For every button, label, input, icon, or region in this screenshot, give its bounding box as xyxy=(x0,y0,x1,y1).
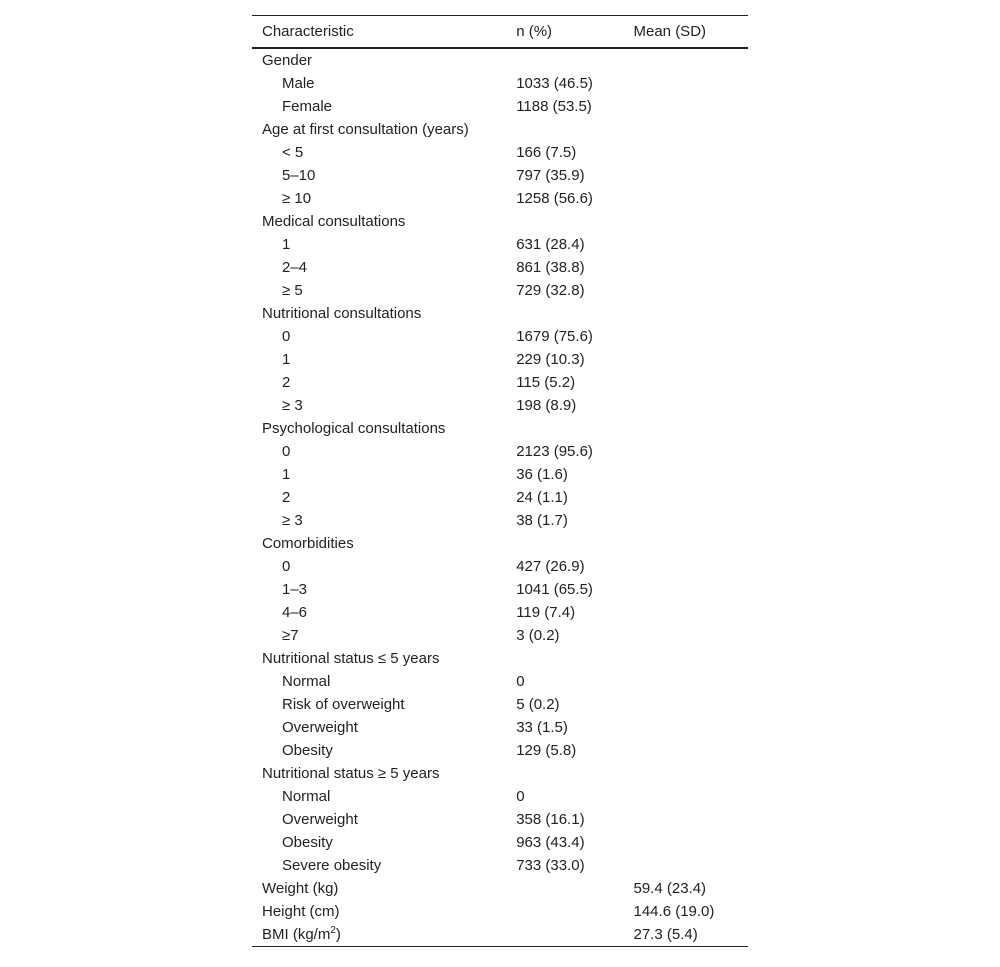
table-row xyxy=(252,118,748,141)
row-sublabel xyxy=(252,785,516,808)
table-row xyxy=(252,279,748,302)
row-label xyxy=(252,118,516,141)
table-row xyxy=(252,716,748,739)
row-label-text: ≥ 5 xyxy=(282,282,303,299)
row-sublabel xyxy=(252,624,516,647)
cell-mean-sd xyxy=(634,118,749,141)
row-label-text: ≥7 xyxy=(282,627,299,644)
row-label-text: Comorbidities xyxy=(262,535,354,552)
row-sublabel xyxy=(252,693,516,716)
table-row xyxy=(252,601,748,624)
row-label-text: Normal xyxy=(282,673,331,690)
cell-n-percent xyxy=(516,48,633,72)
row-label-text: Psychological consultations xyxy=(262,420,446,437)
table-row xyxy=(252,785,748,808)
cell-mean-sd xyxy=(634,325,749,348)
cell-mean-sd: 144.6 (19.0) xyxy=(633,903,715,920)
row-label-text: Female xyxy=(282,98,333,115)
cell-mean-sd xyxy=(634,854,749,877)
cell-n-percent: 1041 (65.5) xyxy=(516,581,593,598)
cell-mean-sd xyxy=(634,670,749,693)
cell-mean-sd xyxy=(634,164,749,187)
cell-mean-sd xyxy=(634,210,749,233)
table-row xyxy=(252,302,748,325)
table-row xyxy=(252,72,748,95)
cell-mean-sd xyxy=(634,440,749,463)
characteristics-table-container xyxy=(252,15,748,947)
cell-mean-sd xyxy=(634,624,749,647)
cell-mean-sd xyxy=(634,601,749,624)
row-label-text: Age at first consultation (years) xyxy=(262,121,469,138)
cell-n-percent xyxy=(516,900,633,923)
cell-mean-sd xyxy=(634,831,749,854)
cell-mean-sd: 59.4 (23.4) xyxy=(633,880,707,897)
characteristics-table xyxy=(252,15,748,947)
cell-n-percent: 797 (35.9) xyxy=(516,167,585,184)
table-row xyxy=(252,854,748,877)
cell-mean-sd xyxy=(634,394,749,417)
row-label-text: Overweight xyxy=(282,719,358,736)
row-label-text: 2 xyxy=(282,374,291,391)
cell-mean-sd xyxy=(634,486,749,509)
cell-mean-sd xyxy=(634,348,749,371)
row-sublabel xyxy=(252,578,516,601)
row-sublabel xyxy=(252,440,516,463)
cell-n-percent xyxy=(516,877,633,900)
row-sublabel xyxy=(252,509,516,532)
table-body xyxy=(252,48,748,947)
row-label xyxy=(252,923,516,947)
cell-n-percent: 963 (43.4) xyxy=(516,834,585,851)
table-row xyxy=(252,348,748,371)
row-sublabel xyxy=(252,831,516,854)
table-row xyxy=(252,808,748,831)
table-row xyxy=(252,739,748,762)
cell-n-percent xyxy=(516,647,633,670)
cell-mean-sd xyxy=(634,256,749,279)
cell-n-percent: 33 (1.5) xyxy=(516,719,568,736)
row-label-text: ≥ 3 xyxy=(282,397,303,414)
row-label-text: ≥ 10 xyxy=(282,190,312,207)
cell-mean-sd xyxy=(634,808,749,831)
cell-mean-sd: 27.3 (5.4) xyxy=(633,926,698,943)
row-label xyxy=(252,532,516,555)
cell-n-percent: 1679 (75.6) xyxy=(516,328,593,345)
row-sublabel xyxy=(252,279,516,302)
row-label xyxy=(252,762,516,785)
cell-mean-sd xyxy=(634,532,749,555)
table-row xyxy=(252,95,748,118)
row-sublabel xyxy=(252,486,516,509)
table-row xyxy=(252,210,748,233)
row-sublabel xyxy=(252,95,516,118)
row-sublabel xyxy=(252,463,516,486)
row-sublabel xyxy=(252,164,516,187)
row-label xyxy=(252,877,516,900)
cell-n-percent xyxy=(516,417,633,440)
cell-n-percent: 729 (32.8) xyxy=(516,282,585,299)
row-sublabel xyxy=(252,256,516,279)
row-label-text: 0 xyxy=(282,328,291,345)
table-row xyxy=(252,877,748,900)
table-row xyxy=(252,532,748,555)
table-row xyxy=(252,900,748,923)
row-sublabel xyxy=(252,348,516,371)
row-sublabel xyxy=(252,739,516,762)
row-label-text: Height (cm) xyxy=(262,903,340,920)
table-row xyxy=(252,141,748,164)
row-label-text: Obesity xyxy=(282,742,333,759)
cell-n-percent: 0 xyxy=(516,788,525,805)
row-sublabel xyxy=(252,601,516,624)
table-row xyxy=(252,371,748,394)
row-sublabel xyxy=(252,325,516,348)
row-label-text: Male xyxy=(282,75,315,92)
table-row xyxy=(252,693,748,716)
row-label-text: BMI (kg/m xyxy=(262,926,331,943)
cell-n-percent: 115 (5.2) xyxy=(516,374,576,391)
cell-n-percent xyxy=(516,210,633,233)
header-mean-sd: Mean (SD) xyxy=(633,23,707,40)
cell-n-percent: 1188 (53.5) xyxy=(516,98,592,115)
row-label-text: 1 xyxy=(282,236,291,253)
row-label-text: 5–10 xyxy=(282,167,316,184)
row-label-text: 2–4 xyxy=(282,259,308,276)
table-row xyxy=(252,463,748,486)
row-label-text: 2 xyxy=(282,489,291,506)
row-sublabel xyxy=(252,371,516,394)
cell-n-percent: 733 (33.0) xyxy=(516,857,585,874)
table-header xyxy=(252,16,748,49)
row-label-text: Nutritional status ≥ 5 years xyxy=(262,765,440,782)
header-n-percent: n (%) xyxy=(516,23,553,40)
table-row xyxy=(252,394,748,417)
row-sublabel xyxy=(252,555,516,578)
header-row xyxy=(252,16,748,49)
cell-mean-sd xyxy=(634,716,749,739)
cell-mean-sd xyxy=(634,762,749,785)
row-label-text: 4–6 xyxy=(282,604,308,621)
cell-mean-sd xyxy=(634,417,749,440)
row-label xyxy=(252,48,516,72)
row-sublabel xyxy=(252,141,516,164)
cell-mean-sd xyxy=(634,48,749,72)
cell-n-percent: 631 (28.4) xyxy=(516,236,585,253)
row-label xyxy=(252,647,516,670)
table-row xyxy=(252,440,748,463)
table-row xyxy=(252,48,748,72)
cell-mean-sd xyxy=(634,72,749,95)
table-row xyxy=(252,624,748,647)
row-label-text: Normal xyxy=(282,788,331,805)
cell-n-percent: 427 (26.9) xyxy=(516,558,585,575)
row-label-text: < 5 xyxy=(282,144,304,161)
cell-n-percent: 1033 (46.5) xyxy=(516,75,593,92)
row-label-text: 1 xyxy=(282,351,291,368)
table-row xyxy=(252,831,748,854)
table-row xyxy=(252,233,748,256)
cell-mean-sd xyxy=(634,463,749,486)
row-label xyxy=(252,302,516,325)
cell-mean-sd xyxy=(634,578,749,601)
cell-mean-sd xyxy=(634,141,749,164)
cell-mean-sd xyxy=(634,509,749,532)
cell-mean-sd xyxy=(634,371,749,394)
row-label-superscript: 2 xyxy=(330,925,336,936)
row-label xyxy=(252,900,516,923)
row-sublabel xyxy=(252,187,516,210)
cell-mean-sd xyxy=(634,739,749,762)
cell-n-percent xyxy=(516,118,633,141)
cell-n-percent: 358 (16.1) xyxy=(516,811,585,828)
table-row xyxy=(252,670,748,693)
table-row xyxy=(252,486,748,509)
cell-n-percent: 1258 (56.6) xyxy=(516,190,593,207)
row-label-text: 1–3 xyxy=(282,581,308,598)
table-row xyxy=(252,164,748,187)
row-label-text: Gender xyxy=(262,52,313,69)
table-row xyxy=(252,509,748,532)
row-label-text: Nutritional consultations xyxy=(262,305,422,322)
cell-n-percent: 198 (8.9) xyxy=(516,397,577,414)
row-sublabel xyxy=(252,72,516,95)
table-row xyxy=(252,417,748,440)
cell-mean-sd xyxy=(634,279,749,302)
cell-n-percent: 129 (5.8) xyxy=(516,742,577,759)
row-sublabel xyxy=(252,808,516,831)
row-sublabel xyxy=(252,716,516,739)
cell-n-percent: 861 (38.8) xyxy=(516,259,585,276)
table-row xyxy=(252,555,748,578)
cell-n-percent: 0 xyxy=(516,673,525,690)
table-row xyxy=(252,762,748,785)
cell-mean-sd xyxy=(634,233,749,256)
cell-mean-sd xyxy=(634,302,749,325)
cell-n-percent: 24 (1.1) xyxy=(516,489,568,506)
cell-n-percent xyxy=(516,923,633,947)
cell-n-percent xyxy=(516,762,633,785)
table-row xyxy=(252,256,748,279)
row-label-text: Severe obesity xyxy=(282,857,382,874)
row-label-text: 0 xyxy=(282,558,291,575)
cell-n-percent: 36 (1.6) xyxy=(516,466,568,483)
cell-n-percent: 3 (0.2) xyxy=(516,627,560,644)
row-label xyxy=(252,210,516,233)
cell-n-percent: 119 (7.4) xyxy=(516,604,576,621)
cell-mean-sd xyxy=(634,187,749,210)
cell-mean-sd xyxy=(634,785,749,808)
row-label-text: Nutritional status ≤ 5 years xyxy=(262,650,440,667)
row-label-text: Overweight xyxy=(282,811,358,828)
table-row xyxy=(252,578,748,601)
cell-mean-sd xyxy=(634,693,749,716)
cell-n-percent: 2123 (95.6) xyxy=(516,443,593,460)
row-label-text: ≥ 3 xyxy=(282,512,303,529)
cell-n-percent: 229 (10.3) xyxy=(516,351,585,368)
row-label-suffix: ) xyxy=(335,926,341,943)
table-row xyxy=(252,325,748,348)
cell-mean-sd xyxy=(634,555,749,578)
cell-n-percent: 5 (0.2) xyxy=(516,696,560,713)
table-row xyxy=(252,187,748,210)
row-label xyxy=(252,417,516,440)
row-label-text: Medical consultations xyxy=(262,213,406,230)
row-label-text: Obesity xyxy=(282,834,333,851)
cell-mean-sd xyxy=(634,647,749,670)
table-row xyxy=(252,923,748,947)
cell-mean-sd xyxy=(634,95,749,118)
row-label-text: 1 xyxy=(282,466,291,483)
table-row xyxy=(252,647,748,670)
row-label-text: Weight (kg) xyxy=(262,880,339,897)
row-sublabel xyxy=(252,854,516,877)
cell-n-percent xyxy=(516,302,633,325)
header-characteristic: Characteristic xyxy=(262,23,354,40)
cell-n-percent xyxy=(516,532,633,555)
row-sublabel xyxy=(252,670,516,693)
row-label-text: Risk of overweight xyxy=(282,696,405,713)
cell-n-percent: 38 (1.7) xyxy=(516,512,568,529)
cell-n-percent: 166 (7.5) xyxy=(516,144,577,161)
row-sublabel xyxy=(252,394,516,417)
row-label-text: 0 xyxy=(282,443,291,460)
row-sublabel xyxy=(252,233,516,256)
